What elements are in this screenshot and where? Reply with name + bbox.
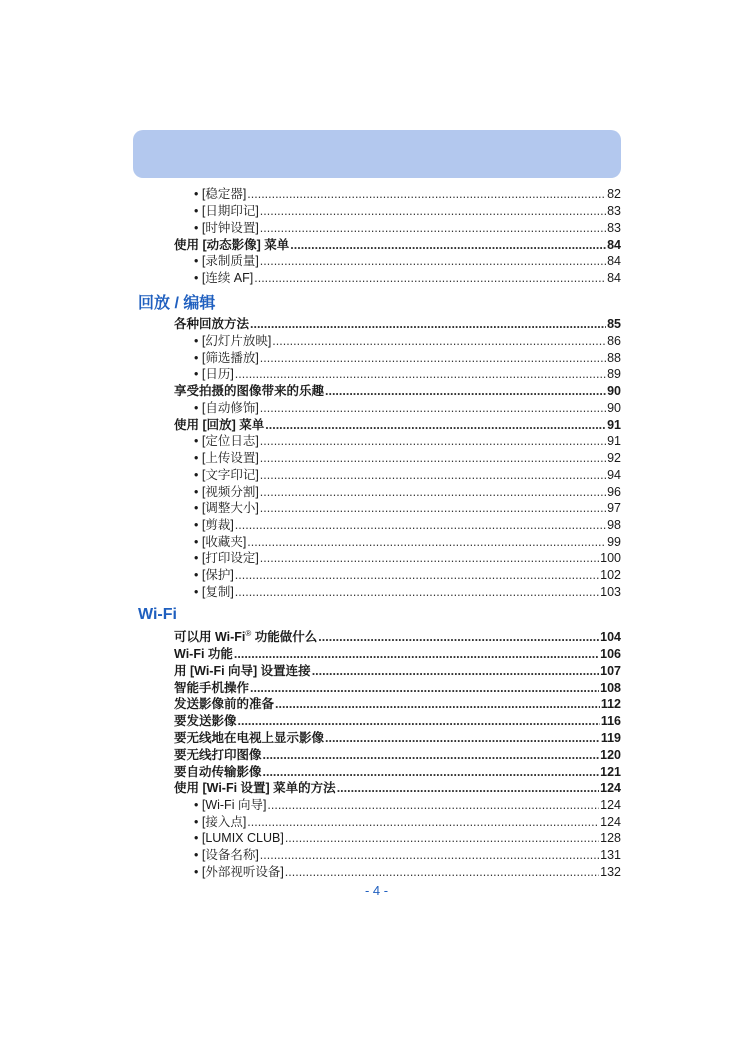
leader-dots xyxy=(260,220,606,236)
toc-entry[interactable]: • [日期印记] ..... 83 xyxy=(194,203,621,219)
leader-dots xyxy=(325,730,600,746)
leader-dots xyxy=(250,316,606,332)
toc-entry[interactable]: 要无线打印图像 ..... 120 xyxy=(174,747,621,763)
toc-entry[interactable]: 发送影像前的准备 ..... 112 xyxy=(174,696,621,712)
toc-entry[interactable]: • [外部视听设备] ..... 132 xyxy=(194,864,621,880)
leader-dots xyxy=(235,567,599,583)
leader-dots xyxy=(260,500,606,516)
toc-entry[interactable]: • [打印设定] ..... 100 xyxy=(194,550,621,566)
leader-dots xyxy=(235,517,606,533)
leader-dots xyxy=(337,780,599,796)
section-heading-wifi: Wi-Fi xyxy=(138,606,177,623)
toc-entry[interactable]: • [调整大小] ..... 97 xyxy=(194,500,621,516)
toc-entry[interactable]: Wi-Fi 功能 ..... 106 xyxy=(174,646,621,662)
page-number: - 4 - xyxy=(364,883,389,898)
leader-dots xyxy=(260,484,606,500)
toc-entry[interactable]: 要发送影像 ..... 116 xyxy=(174,713,621,729)
leader-dots xyxy=(260,400,606,416)
toc-entry[interactable]: • [复制] ..... 103 xyxy=(194,584,621,600)
toc-entry[interactable]: • [稳定器] ..... 82 xyxy=(194,186,621,202)
toc-entry[interactable]: • [录制质量] ..... 84 xyxy=(194,253,621,269)
leader-dots xyxy=(260,467,606,483)
leader-dots xyxy=(260,203,606,219)
leader-dots xyxy=(312,663,599,679)
leader-dots xyxy=(275,696,600,712)
header-banner xyxy=(133,130,621,178)
toc-entry[interactable]: • [筛选播放] ..... 88 xyxy=(194,350,621,366)
toc-entry[interactable]: • [自动修饰] ..... 90 xyxy=(194,400,621,416)
leader-dots xyxy=(263,747,600,763)
toc-entry[interactable]: • [日历] ..... 89 xyxy=(194,366,621,382)
leader-dots xyxy=(260,433,606,449)
toc-entry[interactable]: 用 [Wi-Fi 向导] 设置连接 ..... 107 xyxy=(174,663,621,679)
toc-entry[interactable]: • [幻灯片放映] ..... 86 xyxy=(194,333,621,349)
toc-entry[interactable]: 使用 [动态影像] 菜单 ..... 84 xyxy=(174,237,621,253)
leader-dots xyxy=(247,186,606,202)
toc-entry[interactable]: • [剪裁] ..... 98 xyxy=(194,517,621,533)
toc-entry[interactable]: 各种回放方法 ..... 85 xyxy=(174,316,621,332)
leader-dots xyxy=(285,864,599,880)
toc-entry[interactable]: • [Wi-Fi 向导] ..... 124 xyxy=(194,797,621,813)
toc-entry[interactable]: • [文字印记] ..... 94 xyxy=(194,467,621,483)
toc-entry[interactable]: 享受拍摄的图像带来的乐趣 ..... 90 xyxy=(174,383,621,399)
toc-entry[interactable]: • [接入点] ..... 124 xyxy=(194,814,621,830)
leader-dots xyxy=(260,550,599,566)
toc-entry[interactable]: 要无线地在电视上显示影像 ..... 119 xyxy=(174,730,621,746)
toc-entry[interactable]: 要自动传输影像 ..... 121 xyxy=(174,764,621,780)
toc-entry[interactable]: • [视频分割] ..... 96 xyxy=(194,484,621,500)
toc-entry[interactable]: • [LUMIX CLUB] ..... 128 xyxy=(194,830,621,846)
leader-dots xyxy=(267,797,599,813)
leader-dots xyxy=(285,830,599,846)
leader-dots xyxy=(265,417,606,433)
leader-dots xyxy=(254,270,606,286)
leader-dots xyxy=(272,333,606,349)
toc-entry[interactable]: 使用 [回放] 菜单 ..... 91 xyxy=(174,417,621,433)
leader-dots xyxy=(250,680,599,696)
toc-entry[interactable]: • [时钟设置] ..... 83 xyxy=(194,220,621,236)
leader-dots xyxy=(247,534,606,550)
leader-dots xyxy=(318,629,599,645)
leader-dots xyxy=(260,350,606,366)
toc-entry[interactable]: • [保护] ..... 102 xyxy=(194,567,621,583)
leader-dots xyxy=(235,366,606,382)
toc-entry[interactable]: 可以用 Wi-Fi® 功能做什么 ..... 104 xyxy=(174,629,621,645)
toc-entry[interactable]: • [设备名称] ..... 131 xyxy=(194,847,621,863)
leader-dots xyxy=(247,814,599,830)
section-heading-playback: 回放 / 编辑 xyxy=(138,295,216,312)
leader-dots xyxy=(238,713,600,729)
leader-dots xyxy=(263,764,600,780)
toc-entry[interactable]: • [连续 AF] ..... 84 xyxy=(194,270,621,286)
leader-dots xyxy=(290,237,606,253)
leader-dots xyxy=(234,646,599,662)
toc-entry[interactable]: • [收藏夹] ..... 99 xyxy=(194,534,621,550)
toc-entry[interactable]: • [上传设置] ..... 92 xyxy=(194,450,621,466)
leader-dots xyxy=(325,383,606,399)
leader-dots xyxy=(260,847,599,863)
leader-dots xyxy=(235,584,599,600)
toc-entry[interactable]: 智能手机操作 ..... 108 xyxy=(174,680,621,696)
leader-dots xyxy=(260,450,606,466)
leader-dots xyxy=(260,253,606,269)
toc-entry[interactable]: 使用 [Wi-Fi 设置] 菜单的方法 ..... 124 xyxy=(174,780,621,796)
toc-entry[interactable]: • [定位日志] ..... 91 xyxy=(194,433,621,449)
